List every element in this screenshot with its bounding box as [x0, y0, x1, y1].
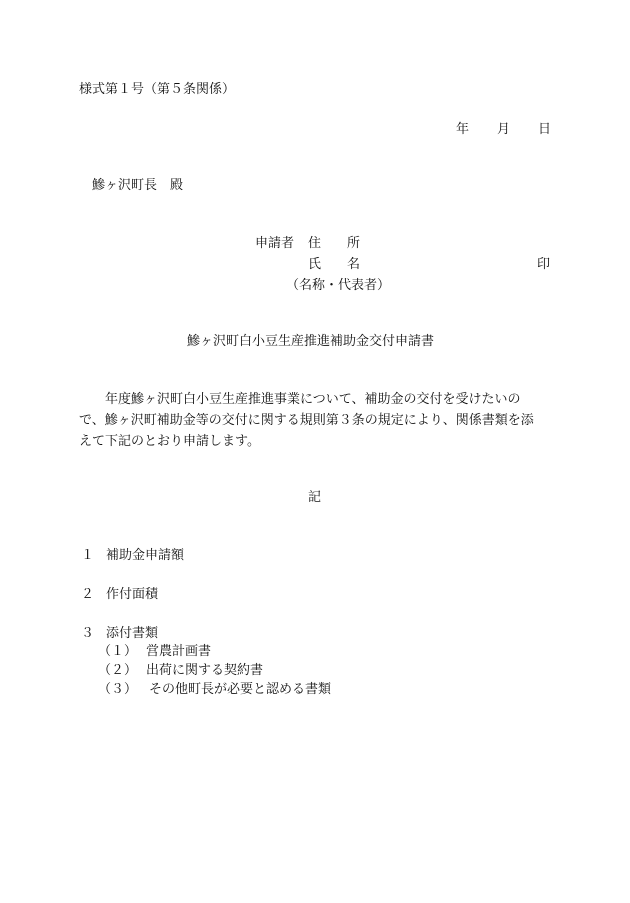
name-label: 氏 名 — [308, 257, 361, 272]
attachment-number: （１） — [98, 644, 138, 659]
item-label: 作付面積 — [106, 587, 159, 602]
attachment-number: （３） — [98, 682, 138, 697]
body-line: 年度鰺ヶ沢町白小豆生産推進事業について、補助金の交付を受けたいの — [79, 392, 521, 407]
attachment-label: その他町長が必要と認める書類 — [149, 682, 332, 697]
attachment-number: （２） — [98, 663, 138, 678]
form-number: 様式第１号（第５条関係） — [79, 82, 236, 97]
address-label: 住 所 — [308, 236, 361, 251]
attachment-label: 出荷に関する契約書 — [146, 663, 264, 678]
applicant-label: 申請者 — [255, 236, 295, 251]
date-day: 日 — [538, 122, 552, 137]
item-label: 添付書類 — [106, 626, 159, 641]
ki-heading: 記 — [308, 490, 322, 505]
body-line: で、鰺ヶ沢町補助金等の交付に関する規則第３条の規定により、関係書類を添 — [79, 413, 534, 428]
date-month: 月 — [497, 122, 511, 137]
item-number: ３ — [81, 626, 95, 641]
date-year: 年 — [456, 122, 470, 137]
addressee: 鰺ヶ沢町長 殿 — [92, 178, 184, 193]
item-number: ２ — [81, 587, 95, 602]
item-number: １ — [81, 548, 95, 563]
attachment-label: 営農計画書 — [146, 644, 212, 659]
body-line: えて下記のとおり申請します。 — [79, 434, 260, 449]
seal-mark: 印 — [537, 257, 551, 272]
item-label: 補助金申請額 — [106, 548, 185, 563]
document-title: 鰺ヶ沢町白小豆生産推進補助金交付申請書 — [187, 334, 435, 349]
name-note: （名称・代表者） — [286, 278, 391, 293]
